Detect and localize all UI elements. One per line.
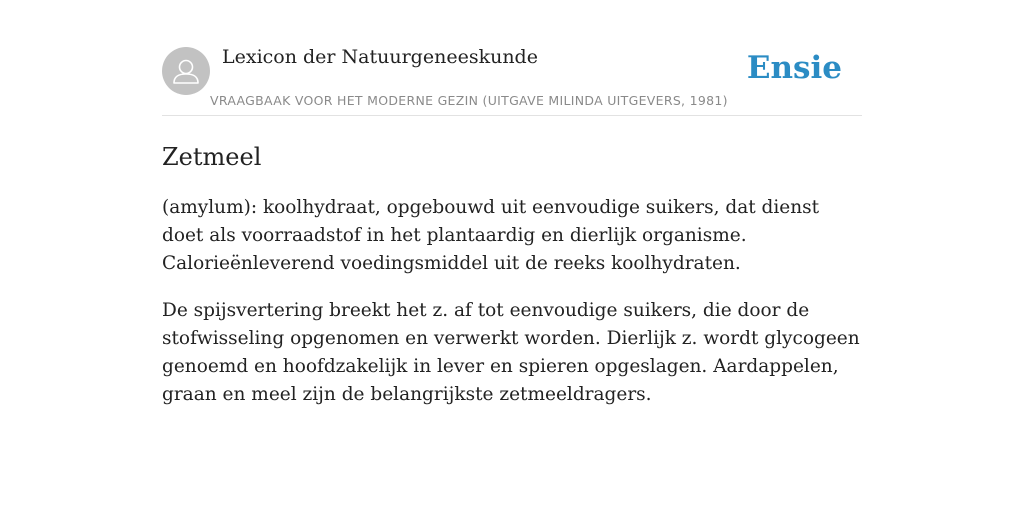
user-avatar-icon[interactable] [162,47,210,95]
entry-card [162,40,862,409]
brand-logo[interactable]: Ensie [746,50,842,86]
entry-paragraph-2: De spijsvertering breekt het z. af tot eenvoudige suikers, die door de stofwisseling opgenomen en verwerkt worden. Dierlijk z. wordt glycogeen genoemd en hoofdzakelijk in lever en spieren opgeslagen. Aardappelen, graan en meel zijn de belangrijkste zetmeeldragers. [162,300,860,405]
entry-title: Zetmeel [162,143,262,171]
source-subtitle: VRAAGBAAK VOOR HET MODERNE GEZIN (UITGAVE MILINDA UITGEVERS, 1981) [210,93,728,108]
entry-paragraph-1: (amylum): koolhydraat, opgebouwd uit eenvoudige suikers, dat dienst doet als voorraadstof in het plantaardig en dierlijk organisme. Calorieënleverend voedingsmiddel uit de reeks koolhydraten. [162,197,820,274]
entry-body [162,194,862,409]
source-title[interactable]: Lexicon der Natuurgeneeskunde [222,46,538,68]
source-header [162,40,862,116]
